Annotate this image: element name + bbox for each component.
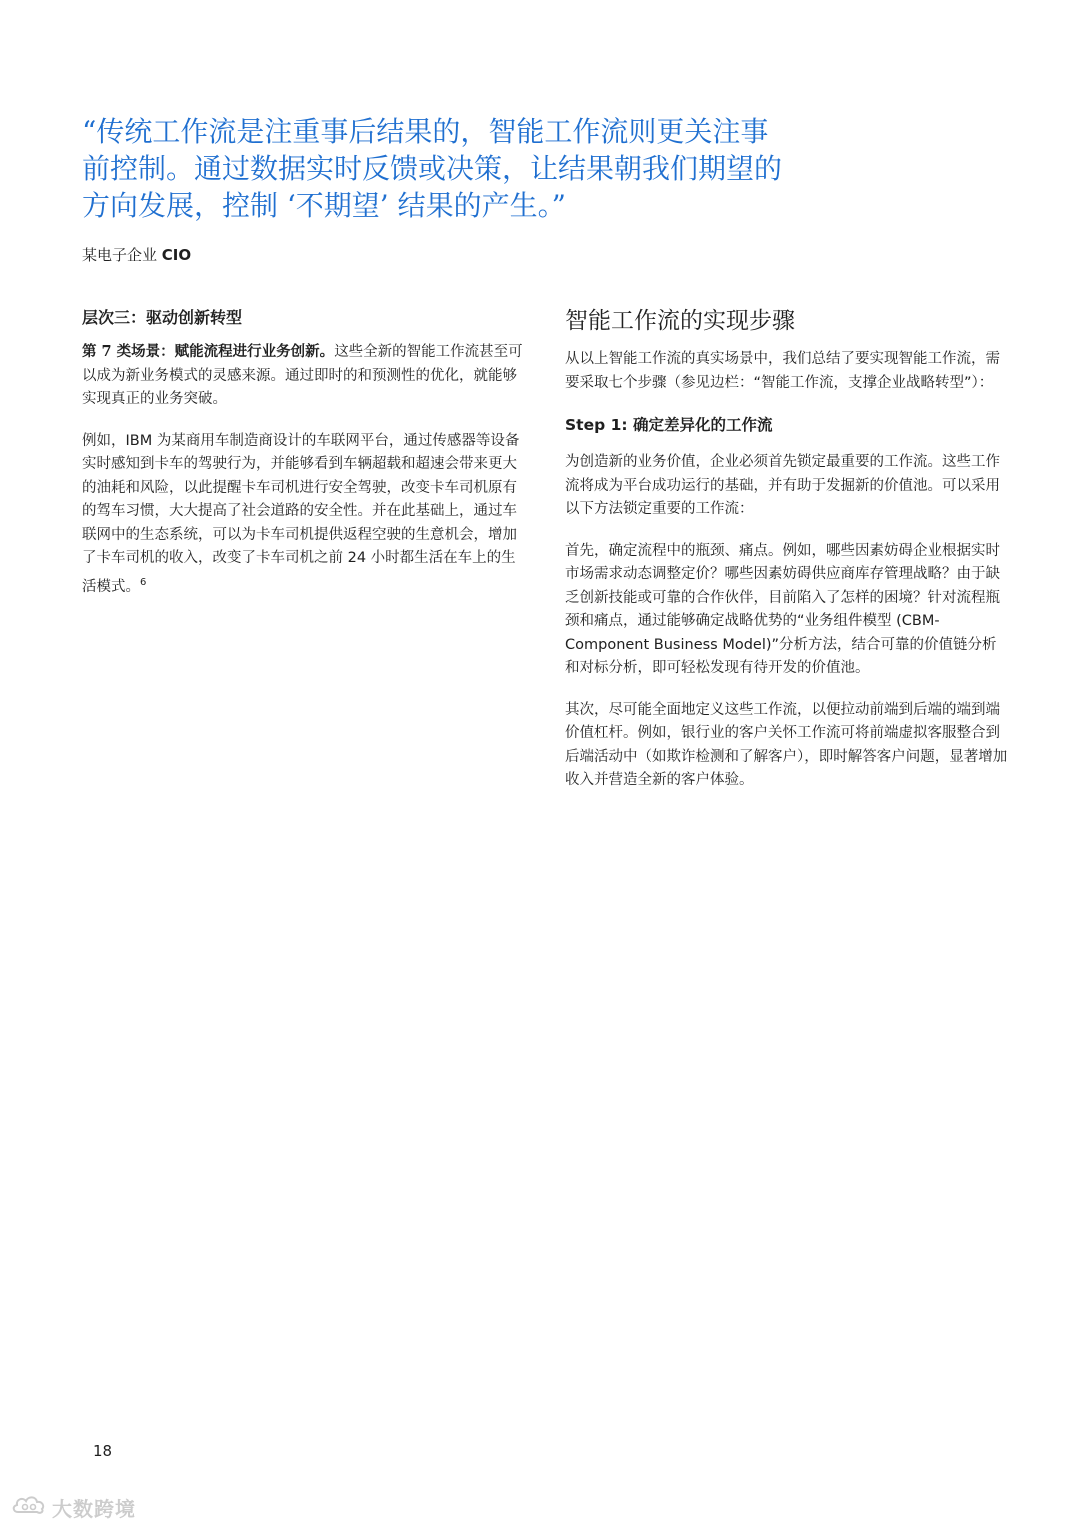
section-title: 智能工作流的实现步骤 bbox=[565, 308, 795, 334]
paragraph: 首先，确定流程中的瓶颈、痛点。例如，哪些因素妨碍企业根据实时市场需求动态调整定价？哪些因素妨碍供应商库存管理战略？由于缺乏创新技能或可靠的合作伙伴，目前陷入了怎样的困境？针对流程瓶颈和痛点，通过能够确定战略优势的“业务组件模型 (CBM-Component Business Model)”分析方法，结合可靠的价值链分析和对标分析，即可轻松发现有待开发的价值池。 bbox=[565, 542, 1000, 676]
quote-line: “传统工作流是注重事后结果的，智能工作流则更关注事 bbox=[82, 115, 769, 148]
watermark bbox=[10, 1492, 136, 1523]
quote-line: 前控制。通过数据实时反馈或决策，让结果朝我们期望的 bbox=[82, 152, 783, 185]
intro-paragraph: 从以上智能工作流的真实场景中，我们总结了要实现智能工作流，需要采取七个步骤（参见边栏：“智能工作流，支撑企业战略转型”）： bbox=[565, 351, 1000, 391]
quote-line: 方向发展，控制 ‘不期望’ 结果的产生。” bbox=[82, 189, 566, 222]
attribution-prefix: 某电子企业 bbox=[82, 246, 162, 264]
right-column bbox=[565, 306, 1008, 811]
paragraph bbox=[82, 430, 525, 599]
step-title: 确定差异化的工作流 bbox=[627, 415, 773, 434]
quote-attribution bbox=[82, 244, 191, 266]
step-heading bbox=[565, 413, 1008, 437]
paragraph-text: 例如，IBM 为某商用车制造商设计的车联网平台，通过传感器等设备实时感知到卡车的驾驶行为，并能够看到车辆超载和超速会带来更大的油耗和风险，以此提醒卡车司机进行安全驾驶，改变卡车司机原有的驾车习惯，大大提高了社会道路的安全性。并在此基础上，通过车联网中的生态系统，可以为卡车司机提供返程空驶的生意机会，增加了卡车司机的收入，改变了卡车司机之前 24 小时都生活在车上的生活模式。 bbox=[82, 432, 520, 595]
paragraph-text: 这些全新的智能工作流甚至可以成为新业务模式的灵感来源。通过即时的和预测性的优化，就能够实现真正的业务突破。 bbox=[82, 344, 523, 407]
paragraph: 其次，尽可能全面地定义这些工作流，以便拉动前端到后端的端到端价值杠杆。例如，银行业的客户关怀工作流可将前端虚拟客服整合到后端活动中（如欺诈检测和了解客户），即时解答客户问题，显著增加收入并营造全新的客户体验。 bbox=[565, 701, 1008, 788]
paragraph-lead: 第 7 类场景：赋能流程进行业务创新。 bbox=[82, 343, 335, 360]
watermark-text: 大数跨境 bbox=[52, 1497, 136, 1521]
section-heading: 层次三：驱动创新转型 bbox=[82, 308, 243, 327]
left-column bbox=[82, 306, 525, 617]
page-number: 18 bbox=[93, 1442, 113, 1460]
attribution-role: CIO bbox=[161, 246, 192, 264]
cloud-logo-icon bbox=[10, 1492, 50, 1523]
pull-quote bbox=[82, 113, 842, 224]
paragraph bbox=[82, 340, 525, 412]
footnote-ref: 6 bbox=[140, 576, 147, 588]
step-label: Step 1: bbox=[565, 416, 628, 434]
paragraph: 为创造新的业务价值，企业必须首先锁定最重要的工作流。这些工作流将成为平台成功运行的基础，并有助于发掘新的价值池。可以采用以下方法锁定重要的工作流： bbox=[565, 454, 1000, 517]
